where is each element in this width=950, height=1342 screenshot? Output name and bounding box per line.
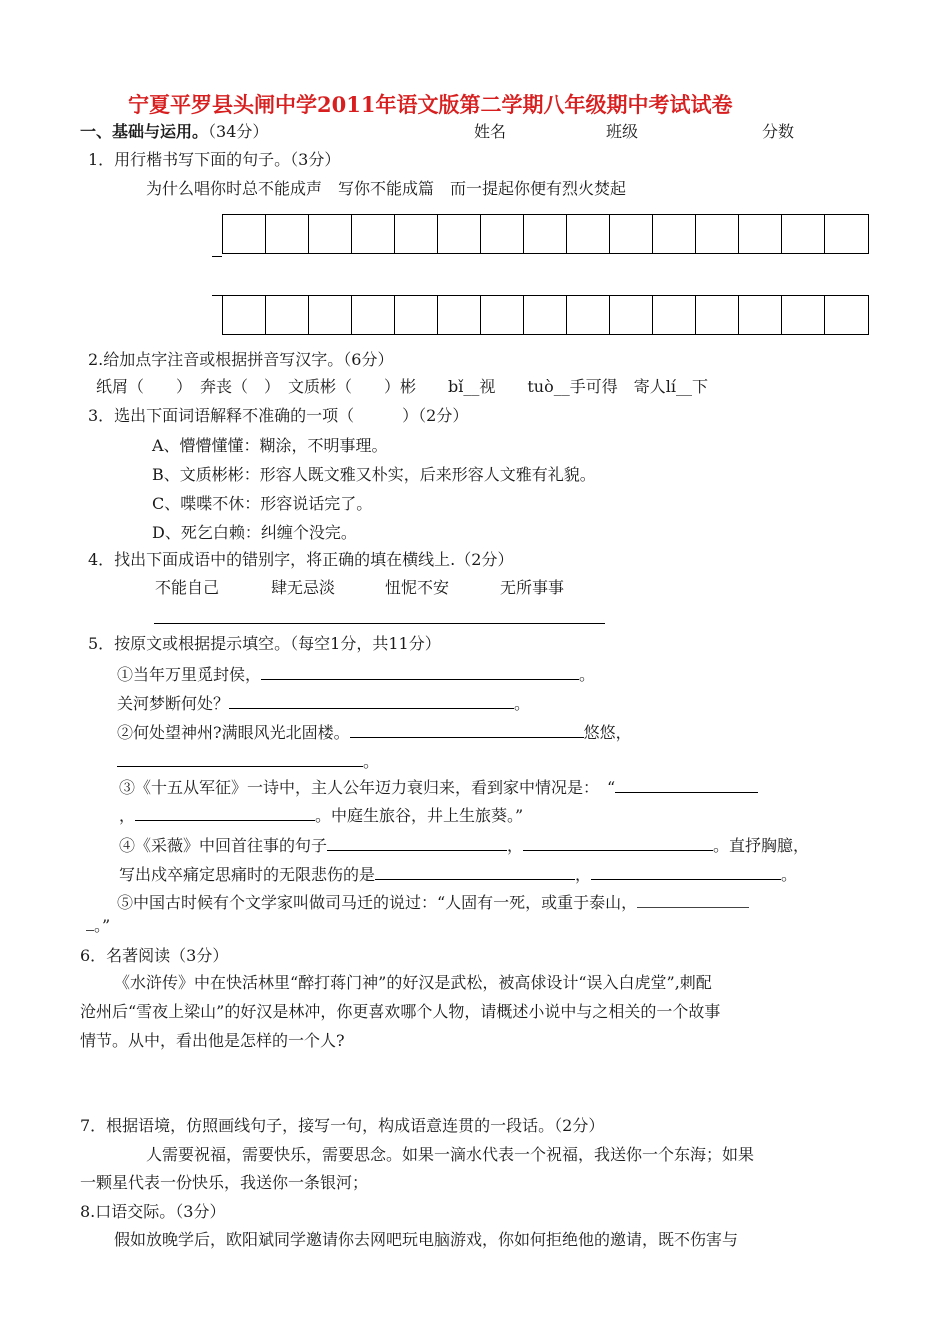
writing-grid-row-1[interactable] xyxy=(222,214,869,254)
q5-text: 。中庭生旅谷，井上生旅葵。” xyxy=(315,806,524,825)
fill-blank[interactable] xyxy=(350,721,584,738)
q4-idiom: 无所事事 xyxy=(500,578,565,597)
fill-blank[interactable] xyxy=(637,891,749,908)
q4-answer-line[interactable] xyxy=(154,623,605,624)
q5-text: 关河梦断何处？ xyxy=(117,694,230,713)
q5-text: ①当年万里觅封侯， xyxy=(117,665,262,684)
q5-text: ②何处望神州?满眼风光北固楼。 xyxy=(117,723,350,742)
q3-option-d: D、死乞白赖：纠缠个没完。 xyxy=(152,523,357,542)
q5-text: ③《十五从军征》一诗中，主人公年迈力衰归来，看到家中情况是： “ xyxy=(119,778,616,797)
q8-paragraph: 假如放晚学后，欧阳斌同学邀请你去网吧玩电脑游戏，你如何拒绝他的邀请，既不伤害与 xyxy=(114,1230,739,1249)
grid-lead-line xyxy=(212,295,222,296)
q5-text: 写出戍卒痛定思痛时的无限悲伤的是 xyxy=(119,865,376,884)
q1-sentence: 为什么唱你时总不能成声 写你不能成篇 而一提起你便有烈火焚起 xyxy=(146,179,627,198)
q3-option-c: C、喋喋不休：形容说话完了。 xyxy=(152,494,373,513)
q5-line-10 xyxy=(86,914,110,935)
fill-blank[interactable] xyxy=(375,863,575,880)
fill-blank[interactable] xyxy=(615,776,758,793)
q3-option-b: B、文质彬彬：形容人既文雅又朴实，后来形容人文雅有礼貌。 xyxy=(152,465,596,484)
q5-text: 。 xyxy=(514,694,531,713)
q4-idiom: 忸怩不安 xyxy=(385,578,450,597)
q5-line-2 xyxy=(117,692,530,713)
q5-text: ， xyxy=(575,865,592,884)
q7-paragraph: 人需要祝福，需要快乐，需要思念。如果一滴水代表一个祝福，我送你一个东海；如果 xyxy=(146,1145,755,1164)
fill-blank[interactable] xyxy=(86,914,94,931)
q5-line-9 xyxy=(117,891,749,912)
section-heading xyxy=(80,122,268,141)
writing-grid-row-2[interactable] xyxy=(222,295,869,335)
q7-prompt: 7．根据语境，仿照画线句子，接写一句，构成语意连贯的一段话。（2分） xyxy=(80,1116,605,1135)
q5-line-7 xyxy=(119,834,809,855)
class-label: 班级 xyxy=(606,122,639,141)
q6-paragraph: 情节。从中，看出他是怎样的一个人? xyxy=(80,1031,345,1050)
grid-lead-line xyxy=(212,256,222,257)
q7-paragraph: 一颗星代表一份快乐，我送你一条银河； xyxy=(80,1173,369,1192)
fill-blank[interactable] xyxy=(327,834,507,851)
q3-option-a: A、懵懵懂懂：糊涂，不明事理。 xyxy=(152,436,388,455)
exam-title: 宁夏平罗县头闸中学2011年语文版第二学期八年级期中考试试卷 xyxy=(128,92,733,117)
q5-line-3 xyxy=(117,721,632,742)
q5-line-6 xyxy=(119,804,523,825)
q3-prompt: 3．选出下面词语解释不准确的一项（ ）（2分） xyxy=(88,406,469,425)
q2-items: 纸屑（ ） 奔丧（ ） 文质彬（ ）彬 bǐ__视 tuò__手可得 寄人lí__下 xyxy=(96,377,708,396)
q8-prompt: 8.口语交际。（3分） xyxy=(80,1202,226,1221)
fill-blank[interactable] xyxy=(229,692,514,709)
name-label: 姓名 xyxy=(474,122,507,141)
q5-line-8 xyxy=(119,863,797,884)
q6-paragraph: 《水浒传》中在快活林里“醉打蒋门神”的好汉是武松，被高俅设计“误入白虎堂”,刺配 xyxy=(114,973,712,992)
score-label: 分数 xyxy=(762,122,795,141)
q5-line-4 xyxy=(117,750,379,771)
section-points: （34分） xyxy=(208,122,269,141)
section-heading-text: 一、基础与运用。 xyxy=(80,122,209,141)
q5-text: ⑤中国古时候有个文学家叫做司马迁的说过：“人固有一死，或重于泰山， xyxy=(117,893,638,912)
q5-text: ， xyxy=(119,806,136,825)
q5-text: 。 xyxy=(781,865,798,884)
q5-text: 。直抒胸臆， xyxy=(713,836,810,855)
q6-prompt: 6．名著阅读（3分） xyxy=(80,946,229,965)
q5-prompt: 5．按原文或根据提示填空。（每空1分，共11分） xyxy=(88,634,441,653)
q5-text: 。” xyxy=(94,916,111,935)
q1-prompt: 1．用行楷书写下面的句子。（3分） xyxy=(88,150,341,169)
fill-blank[interactable] xyxy=(591,863,781,880)
q5-text: ， xyxy=(507,836,524,855)
q5-text: 。 xyxy=(579,665,596,684)
fill-blank[interactable] xyxy=(261,663,579,680)
q5-text: ④《采薇》中回首往事的句子 xyxy=(119,836,328,855)
q5-text: 。 xyxy=(363,752,380,771)
fill-blank[interactable] xyxy=(523,834,713,851)
fill-blank[interactable] xyxy=(135,804,315,821)
q4-prompt: 4．找出下面成语中的错别字，将正确的填在横线上.（2分） xyxy=(88,550,514,569)
q5-line-5 xyxy=(119,776,758,797)
fill-blank[interactable] xyxy=(117,750,363,767)
q5-text: 悠悠， xyxy=(583,723,632,742)
q6-paragraph: 沧州后“雪夜上梁山”的好汉是林冲，你更喜欢哪个人物，请概述小说中与之相关的一个故事 xyxy=(80,1002,721,1021)
q2-prompt: 2.给加点字注音或根据拼音写汉字。（6分） xyxy=(88,350,394,369)
q5-line-1 xyxy=(117,663,595,684)
q4-idiom: 肆无忌淡 xyxy=(271,578,336,597)
q4-idiom: 不能自己 xyxy=(155,578,220,597)
